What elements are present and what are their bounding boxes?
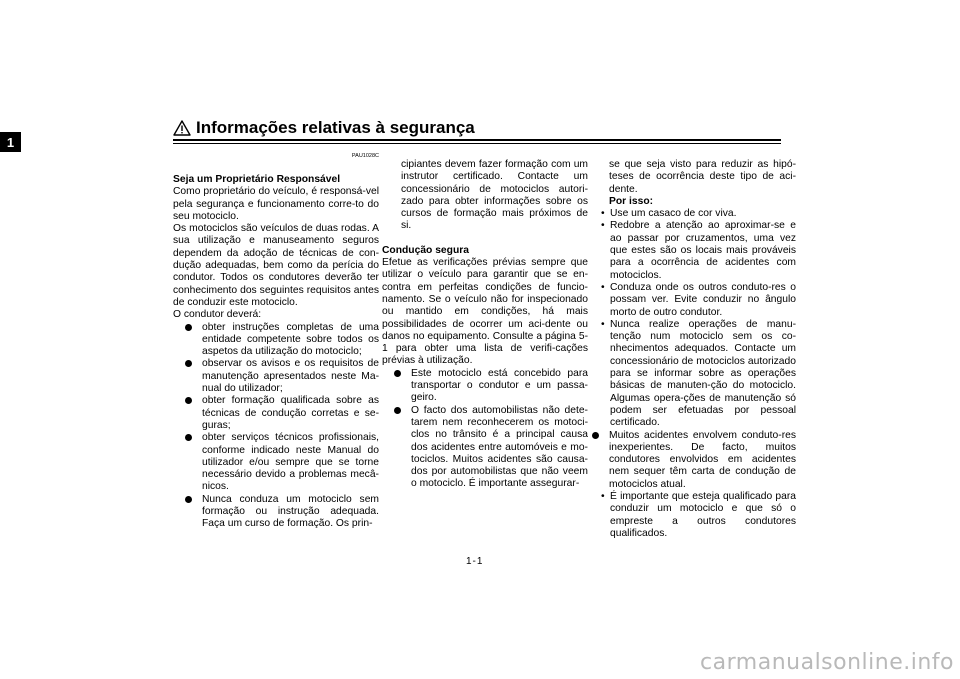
header-rule-thick [173,139,781,141]
bullet-dot-icon [185,360,192,367]
list-item: obter instruções completas de uma entidade competente sobre todos os aspetos da utilização do motociclo; [183,322,379,359]
list-item: • Conduza onde os outros conduto-res o possam ver. Evite conduzir no ângulo morto de outro condutor. [601,281,796,318]
bullet-dot-icon [592,432,599,439]
list-item: obter formação qualificada sobre as técnicas de condução corretas e se-guras; [183,395,379,432]
list-item: Muitos acidentes envolvem conduto-res inexperientes. De facto, muitos condutores envolvidos em acidentes nem sequer têm carta de condução de motociclos atual. [590,430,796,491]
column-1 [173,150,379,531]
list-item: O facto dos automobilistas não dete-tarem nem reconhecerem os motoci-clos no trânsito é a principal causa dos acidentes entre automóveis e mo-tociclos. Muitos acidentes são causa-dos por automobilistas que não veem o motociclo. É importante assegurar- [392,405,588,491]
section-heading-safe-riding: Condução segura [382,244,469,256]
list-item: • Use um casaco de cor viva. [601,208,737,220]
safe-riding-list [392,368,588,491]
section-code: PAU1028C [351,153,379,159]
paragraph: O condutor deverá: [173,309,262,321]
paragraph: Efetue as verificações prévias sempre que utilizar o veículo para garantir que se en-contra em perfeitas condições de funcio-namento. Se o veículo não for inspecionado ou mantido em condições, há mais possibilidades de ocorrer um aci-dente ou danos no equipamento. Consulte a página 5-1 para obter uma lista de verifi-cações prévias à utilização. [382,257,588,367]
inexperience-list [590,430,796,491]
section-heading-responsible-owner: Seja um Proprietário Responsável [173,174,341,185]
list-item: observar os avisos e os requisitos de manutenção apresentados neste Ma-nual do utilizador; [183,358,379,395]
bullet-dot-icon [394,407,401,414]
header-rule-thin [173,143,781,144]
watermark: carmanualsonline.info [700,650,954,675]
list-item: Nunca conduza um motociclo sem formação ou instrução adequada. Faça um curso de formação. Os prin- [183,494,379,531]
column-2 [382,159,588,491]
por-isso-label: Por isso: [609,195,654,207]
list-item: obter serviços técnicos profissionais, conforme indicado neste Manual do utilizador e/ou sempre que se torne necessário devido a problemas mecâ-nicos. [183,432,379,493]
bullet-dot-icon [185,434,192,441]
bullet-dot-icon [185,397,192,404]
page-title [173,118,475,138]
bullet-dot-icon [394,370,401,377]
list-item: • É importante que esteja qualificado para conduzir um motociclo e que só o empreste a outros condutores qualificados. [601,491,796,539]
paragraph: Os motociclos são veículos de duas rodas. A sua utilização e manuseamento seguros dependem da adoção de técnicas de con-dução adequadas, bem como da perícia do condutor. Todos os condutores deverão ter conhecimento dos seguintes requisitos antes de conduzir este motociclo. [173,223,379,308]
chapter-tab: 1 [0,132,21,152]
rider-requirements-list [183,322,379,531]
qualification-tips-list [601,491,796,540]
page-number: 1-1 [466,556,484,567]
page-title-text: Informações relativas à segurança [196,118,475,137]
bullet-dot-icon [185,496,192,503]
visibility-tips-list [601,208,796,429]
column-3 [590,159,796,540]
warning-triangle-icon [173,120,191,136]
list-item: • Nunca realize operações de manu-tenção num motociclo sem os co-nhecimentos adequados. Contacte um concessionário de motociclos autorizado para se informar sobre as operações básicas de manuten-ção do motociclo. Algumas opera-ções de manutenção só podem ser efetuadas por pessoal certificado. [601,318,796,429]
continued-paragraph: cipiantes devem fazer formação com um instrutor certificado. Contacte um concessionário de motociclos autori-zado para obter informações sobre os cursos de formação mais próximos de si. [401,159,588,232]
paragraph: Como proprietário do veículo, é responsá-vel pela segurança e funcionamento corre-to do seu motociclo. [173,186,379,222]
list-item: • Redobre a atenção ao aproximar-se e ao passar por cruzamentos, uma vez que estes são os locais mais prováveis para a ocorrência de acidentes com motociclos. [601,220,796,281]
list-item: Este motociclo está concebido para transportar o condutor e um passa-geiro. [392,368,588,405]
bullet-dot-icon [185,324,192,331]
continued-paragraph: se que seja visto para reduzir as hipó-teses de ocorrência deste tipo de aci-dente. [609,159,796,195]
